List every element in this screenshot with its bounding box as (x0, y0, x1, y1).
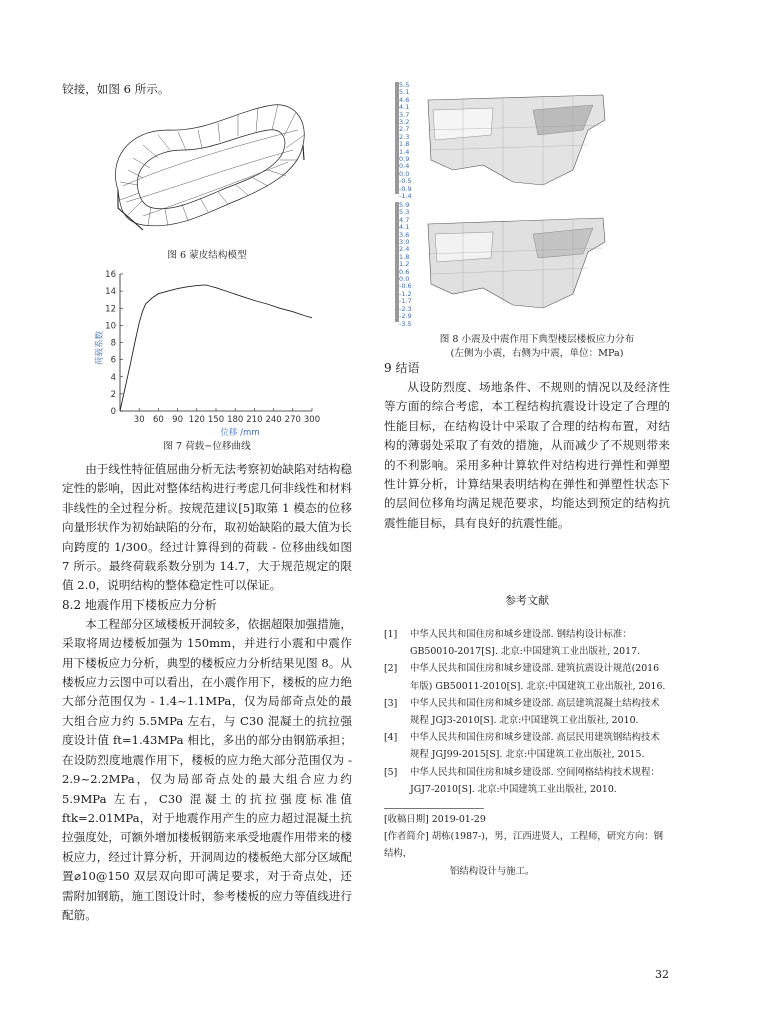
x-tick-label: 240 (265, 415, 282, 425)
x-tick-label: 120 (188, 415, 205, 425)
paragraph-conclusion: 从设防烈度、场地条件、不规则的情况以及经济性等方面的综合考虑，本工程结构抗震设计设定了合理的性能目标，在结构设计中采取了合理的结构布置，对结构的薄弱处采取了有效的措施，从而减少了不规则带来的不利影响。采用多种计算软件对结构进行弹性和弹塑性计算分析，计算结果表明结构在弹性和弹塑性状态下的层间位移角均满足规范要求，均能达到预定的结构抗震性能目标，具有良好的抗震性能。 (384, 380, 670, 530)
author-info-line1: [作者简介] 胡栋(1987-)，男，江西进贤人，工程师，研究方向：钢结构， (384, 831, 664, 860)
y-tick-label: 6 (110, 355, 116, 366)
stress-contour-moderate (423, 212, 608, 312)
y-tick-label: 8 (110, 338, 116, 349)
reference-line2: 规程 JGJ99-2015[S]. 北京:中国建筑工业出版社, 2015. (410, 749, 645, 761)
x-tick-label: 150 (207, 415, 225, 425)
x-tick-label: 30 (133, 415, 145, 425)
reference-line2: 规程 JGJ3-2010[S]. 北京:中国建筑工业出版社, 2010. (410, 715, 639, 727)
reference-line2: 年版) GB50011-2010[S]. 北京:中国建筑工业出版社, 2016. (410, 680, 666, 692)
stress-contour-minor (423, 90, 608, 190)
reference-item (384, 660, 670, 694)
y-tick-label: 2 (110, 389, 116, 400)
y-tick-label: 0 (110, 407, 116, 417)
y-tick-label: 14 (105, 287, 116, 298)
reference-number: [5] (384, 766, 398, 778)
right-body (384, 359, 670, 533)
x-tick-label: 300 (303, 415, 321, 425)
top-line: 铰接，如图 6 所示。 (62, 82, 170, 96)
references-list (384, 626, 670, 880)
figure-7-load-displacement-chart (90, 268, 330, 438)
reference-number: [2] (384, 663, 398, 675)
y-tick-label: 10 (105, 321, 116, 332)
legend-top: 5.5 5.1 4.6 4.1 3.7 3.2 2.7 2.3 1.8 1.4 0.9 0.4 0.0 -0.5 -0.9 -1.4 (395, 82, 417, 194)
x-tick-label: 210 (246, 415, 263, 425)
x-tick-label: 60 (152, 415, 164, 425)
figure-6-caption: 图 6 蒙皮结构模型 (167, 250, 247, 261)
reference-number: [4] (384, 732, 398, 744)
reference-line1: 中华人民共和国住房和城乡建设部. 钢结构设计标准： (410, 629, 632, 640)
paragraph-stability: 由于线性特征值屈曲分析无法考察初始缺陷对结构稳定性的影响，因此对整体结构进行考虑几何非线性和材料非线性的全过程分析。按规范建议[5]取第 1 模态的位移向量形状作为初始缺陷的分布，取初始缺陷的最大值为长向跨度的 1/300。经过计算得到的荷载 - 位移曲线如图 7 所示。最终荷载系数分别为 14.7，大于规范规定的限值 2.0，说明结构的整体稳定性可以保证。 (62, 462, 352, 593)
chart-ylabel: 荷载系数 (95, 330, 105, 366)
reference-line2: GB50010-2017[S]. 北京:中国建筑工业出版社, 2017. (410, 646, 641, 658)
figure-8 (395, 81, 610, 328)
reference-item (384, 764, 670, 798)
figure-6-skin-model (98, 90, 313, 242)
x-tick-label: 270 (284, 415, 301, 425)
reference-number: [3] (384, 697, 398, 709)
received-date: [收稿日期] 2019-01-29 (384, 814, 486, 826)
x-tick-label: 90 (172, 415, 184, 425)
load-displacement-curve (120, 285, 312, 411)
y-tick-label: 12 (105, 304, 116, 315)
references-title: 参考文献 (505, 594, 549, 607)
y-tick-label: 16 (105, 270, 116, 280)
reference-item (384, 695, 670, 729)
reference-line1: 中华人民共和国住房和城乡建设部. 高层民用建筑钢结构技术 (410, 732, 660, 744)
legend-bottom: 5.9 5.3 4.7 4.1 3.6 3.0 2.4 1.8 1.2 0.6 0.0 -0.6 -1.2 -1.7 -2.3 -2.9 -3.5 (395, 202, 417, 322)
reference-line2: JGJ7-2010[S]. 北京:中国建筑工业出版社, 2010. (410, 783, 617, 795)
figure-7-caption: 图 7 荷载−位移曲线 (163, 441, 251, 452)
page-number: 32 (655, 968, 669, 981)
figure-8-caption: 图 8 小震及中震作用下典型楼层楼板应力分布 (左侧为小震，右侧为中震，单位：MPa) (439, 334, 635, 359)
paragraph-slab-stress: 本工程部分区域楼板开洞较多，依据超限加强措施，采取将周边楼板加强为 150mm，并进行小震和中震作用下楼板应力分析，典型的楼板应力分析结果见图 8。从楼板应力云图中可以看出，在小震作用下，楼板的应力绝大部分范围仅为 - 1.4~1.1MPa，仅为局部奇点处的最大组合应力约 5.5MPa 左右，与 C30 混凝土的抗拉强度设计值 ft=1.43MPa 相比，多出的部分由钢筋承担；在设防烈度地震作用下，楼板的应力绝大部分范围仅为 - 2.9~2.2MPa，仅为局部奇点处的最大组合应力约 5.9MPa 左右，C30 混凝土的抗拉强度标准值 ftk=2.01MPa，对于地震作用产生的应力超过混凝土抗拉强度处，可额外增加楼板钢筋来承受地震作用带来的楼板应力，经过计算分析，开洞周边的楼板绝大部分区域配置⌀10@150 双层双向即可满足要求，对于奇点处，还需附加钢筋，施工图设计时，参考楼板的应力等值线进行配筋。 (62, 616, 352, 922)
section-heading-8-2: 8.2 地震作用下楼板应力分析 (62, 597, 217, 612)
reference-line1: 中华人民共和国住房和城乡建设部. 空间网格结构技术规程： (410, 766, 660, 778)
left-body (62, 460, 352, 925)
chart-xlabel: 位移 /mm (220, 428, 260, 438)
author-info-line2: 铝结构设计与施工。 (450, 865, 535, 877)
x-tick-label: 180 (227, 415, 244, 425)
y-tick-label: 4 (110, 372, 116, 383)
reference-item (384, 729, 670, 763)
reference-item (384, 626, 670, 660)
reference-line1: 中华人民共和国住房和城乡建设部. 建筑抗震设计规范(2016 (410, 663, 660, 675)
reference-line1: 中华人民共和国住房和城乡建设部. 高层建筑混凝土结构技术 (410, 697, 660, 709)
reference-number: [1] (384, 629, 398, 640)
section-heading-9: 9 结语 (384, 361, 420, 375)
